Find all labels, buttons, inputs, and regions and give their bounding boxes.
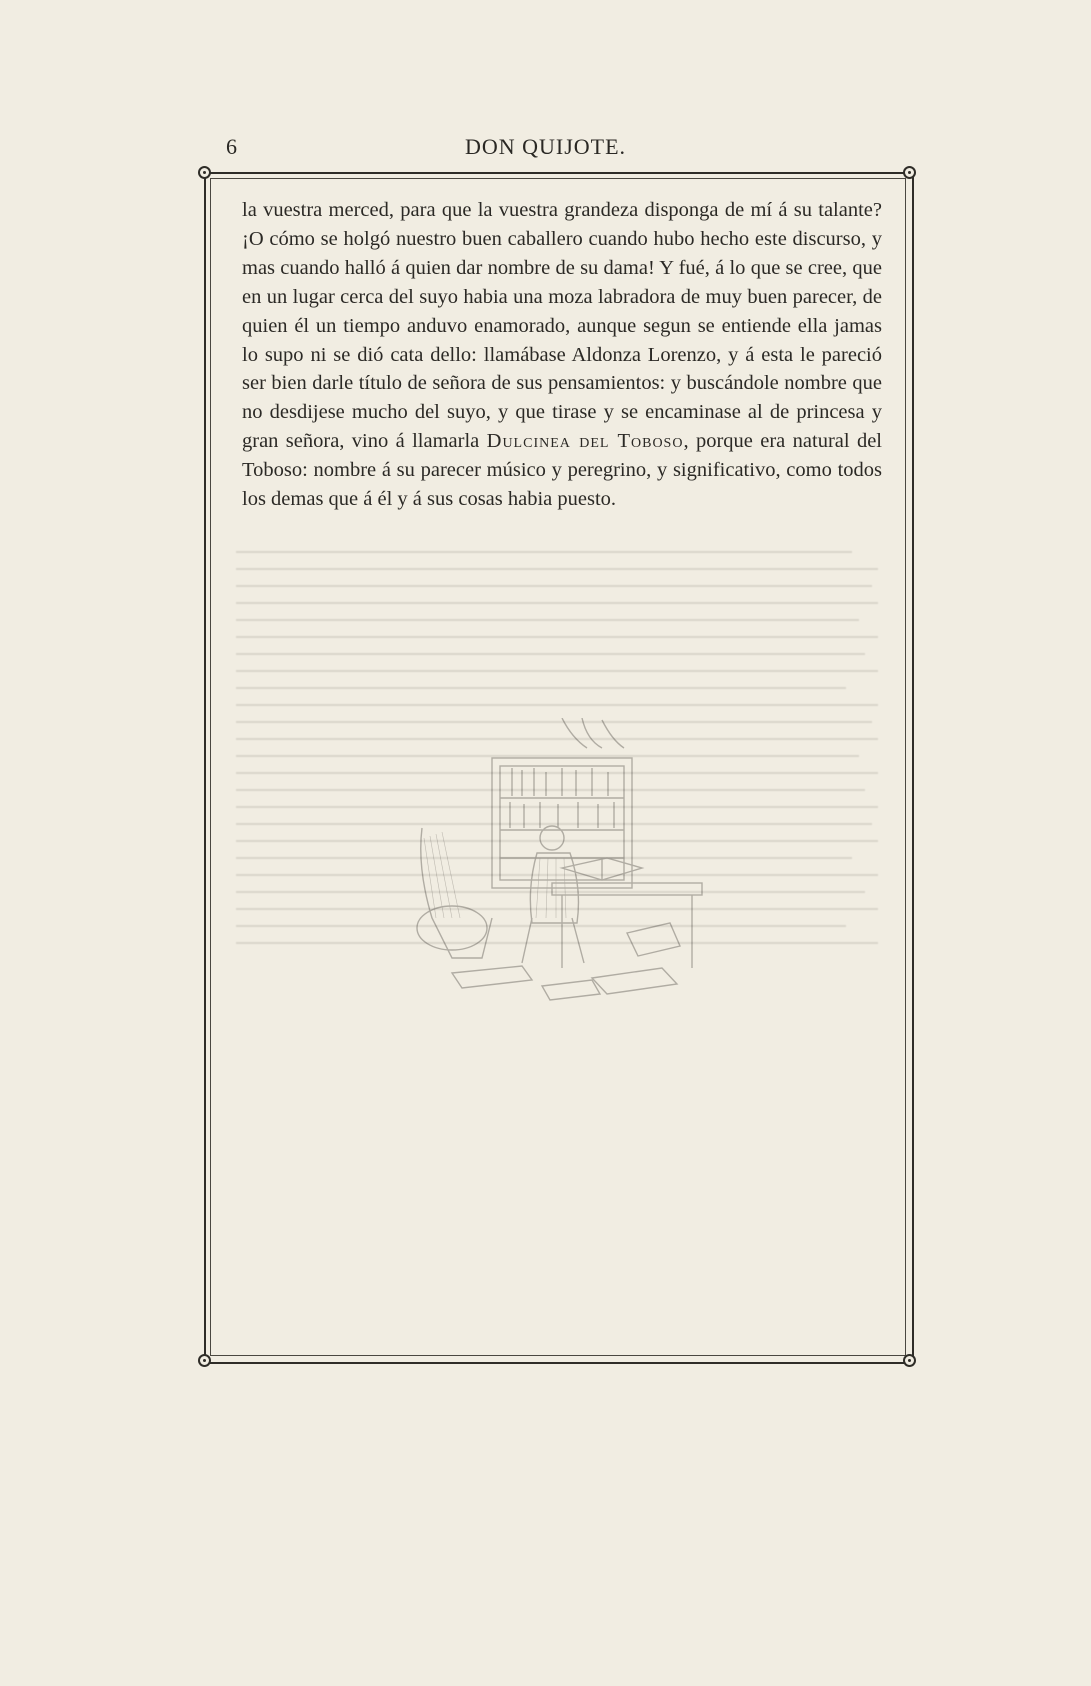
page-number: 6 bbox=[226, 134, 237, 159]
running-title: DON QUIJOTE. bbox=[464, 134, 627, 159]
corner-ornament-icon bbox=[903, 166, 916, 179]
corner-ornament-icon bbox=[903, 1354, 916, 1367]
name-small-caps: Dulcinea del Toboso bbox=[486, 430, 684, 453]
body-paragraph bbox=[242, 196, 882, 514]
body-text-part2: , porque era natural del Toboso: nombre á su parecer músico y peregrino, y significativo, como todos los demas que á él y á sus cosas habia puesto. bbox=[242, 430, 882, 511]
body-text-part1: la vuestra merced, para que la vuestra grandeza disponga de mí á su talante? ¡O cómo se holgó nuestro buen caballero cuando hubo hecho este discurso, y mas cuando halló á quien dar nombre de su dama! Y fué, á lo que se cree, que en un lugar cerca del suyo habia una moza labradora de muy buen parecer, de quien él un tiempo anduvo enamorado, aunque segun se entiende ella jamas lo supo ni se dió cata dello: llamábase Aldonza Lorenzo, y á esta le pareció ser bien darle título de señora de sus pensamientos: y buscándole nombre que no desdijese mucho del suyo, y que tirase y se encaminase al de princesa y gran señora, vino á llamarla bbox=[242, 199, 882, 453]
engraving-reader-among-books-icon bbox=[412, 718, 712, 1008]
corner-ornament-icon bbox=[198, 1354, 211, 1367]
running-head bbox=[0, 130, 1091, 170]
corner-ornament-icon bbox=[198, 166, 211, 179]
